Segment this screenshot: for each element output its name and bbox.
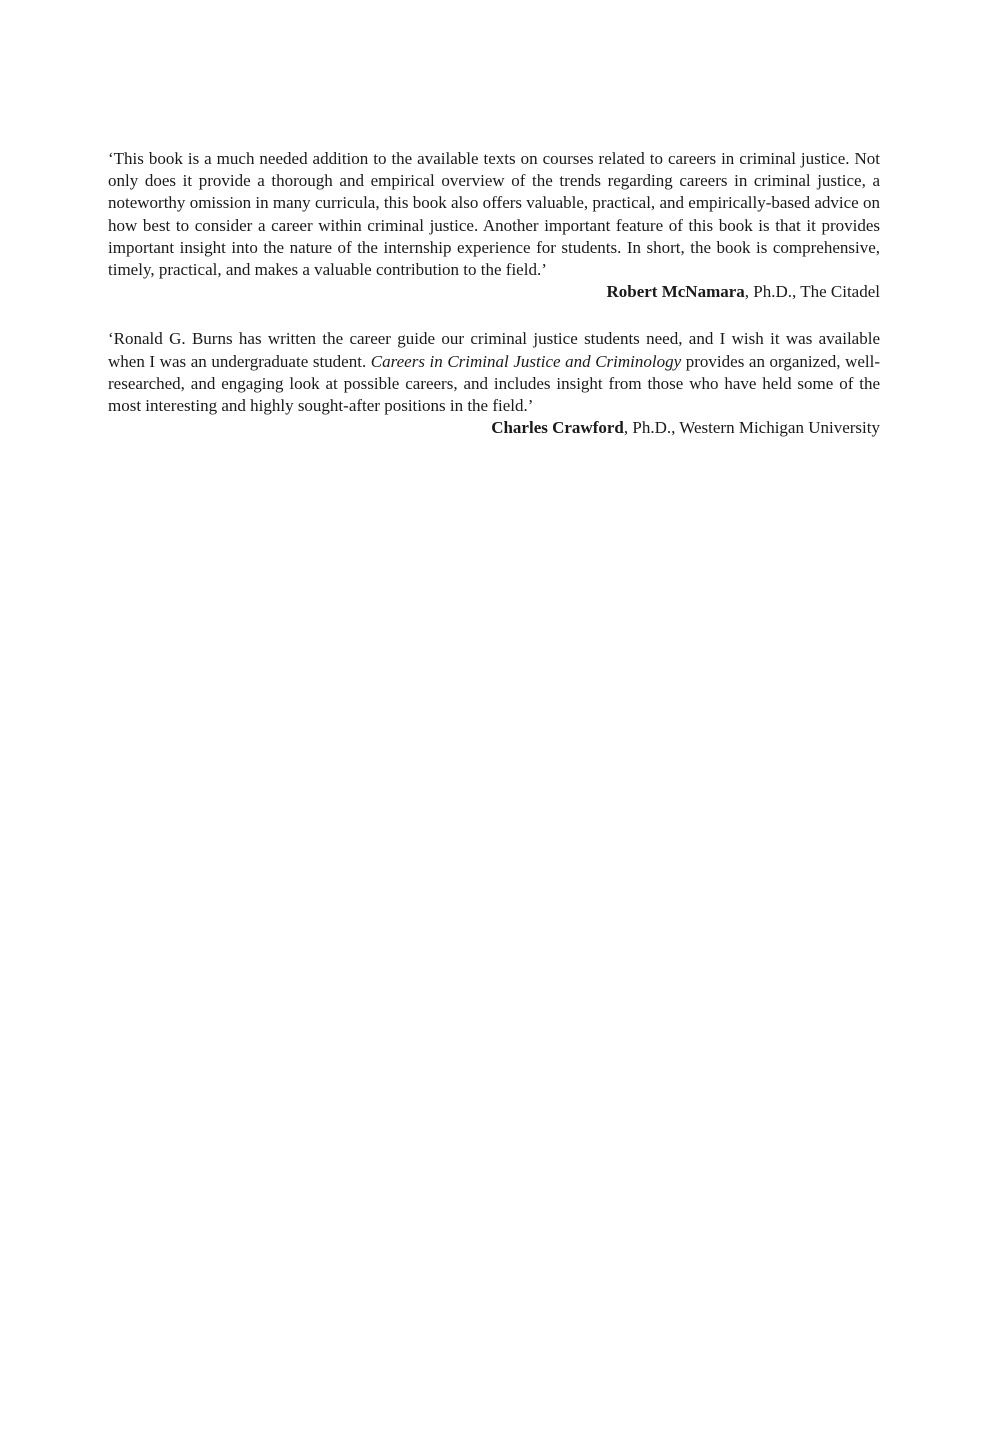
endorser-credentials: , Ph.D., Western Michigan University: [623, 418, 880, 438]
endorsement-attribution: [108, 417, 880, 439]
endorser-name: Charles Crawford: [491, 418, 624, 438]
endorsements: [108, 148, 880, 439]
endorser-credentials: , Ph.D., The Citadel: [744, 282, 880, 302]
endorsement-quote: ‘This book is a much needed addition to the available texts on courses related to careers in criminal justice. Not only does it provide a thorough and empirical overview of the trends regarding careers in criminal justice, a noteworthy omission in many curricula, this book also offers valuable, practical, and empirically-based advice on how best to consider a career within criminal justice. Another important feature of this book is that it provides important insight into the nature of the internship experience for students. In short, the book is comprehensive, timely, practical, and makes a valuable contribution to the field.’: [108, 149, 880, 280]
endorser-name: Robert McNamara: [606, 282, 745, 302]
endorsement-mcnamara: [108, 148, 880, 303]
quote-text-before: ‘Ronald G. Burns has written the career guide our criminal justice students need, and I wish it was available when I was an undergraduate student.: [108, 329, 880, 371]
quote-text-after: provides an organized, well-researched, and engaging look at possible careers, and includes insight from those who have held some of the most interesting and highly sought-after positions in the field.’: [108, 351, 881, 416]
endorsement-attribution: [108, 281, 880, 303]
endorsement-crawford: [108, 328, 880, 439]
book-title: Careers in Criminal Justice and Criminology: [370, 351, 682, 371]
endorsement-quote: [108, 328, 880, 417]
